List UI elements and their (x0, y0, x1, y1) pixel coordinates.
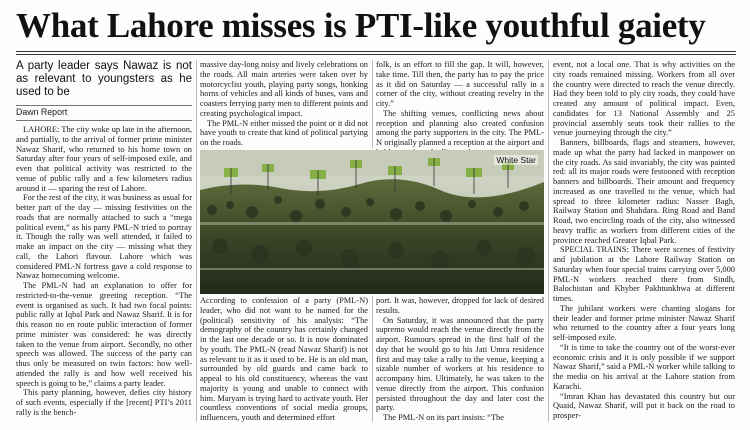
crowd-image (200, 150, 544, 294)
paragraph: “It is time to take the country out of the worst-ever economic crisis and it is only possible if we support Nawaz Sharif,” said a PML-N worker while talking to the media on his arrival at the Lahore station from Karachi. (553, 342, 735, 391)
paragraph: The PML-N either missed the point or it did not have youth to create that kind of political partying on the roads. (200, 118, 368, 147)
headline: What Lahore misses is PTI-like youthful gaiety (16, 6, 706, 45)
paragraph: event, not a local one. That is why activities on the city roads remained missing. Workers from all over the country were directed to reach the venue directly. Had they been told to ply city roads, they could have created any amount of political impact. Even, candidates for 13 National Assembly and 25 provincial assembly seats took their rallies to the venue journeying through the city.” (553, 60, 735, 138)
column-3-bottom (376, 296, 544, 422)
paragraph: The jubilant workers were chanting slogans for their leader and former prime minister Nawaz Sharif who returned to the country after a four years long self-imposed exile. (553, 303, 735, 342)
column-divider (196, 60, 197, 422)
paragraph: The shifting venues, conflicting news about reception and planning also created confusion among the party supporters in the city. The PML-N originally planned a reception at the airport and (376, 108, 544, 147)
headline-rule-top (16, 51, 736, 52)
paragraph: The PML-N on its part insists: “The (383, 413, 504, 422)
paragraph: LAHORE: The city woke up late in the afternoon, and partially, to the arrival of former prime minister Nawaz Sharif, who returned to his home town on Saturday after four years of self-imposed exile, and even that political activity was restricted to the venue of public rally and a few kilometers radius around it — sparing the rest of Lahore. (16, 125, 192, 193)
column-divider (548, 60, 549, 422)
column-2-top (200, 60, 368, 148)
rally-photo (200, 150, 544, 294)
column-divider (372, 296, 373, 422)
article-deck: A party leader says Nawaz is not as relevant to youngsters as he used to be (16, 60, 192, 98)
photo-credit: White Star (496, 155, 536, 165)
column-1 (16, 60, 192, 424)
column-2-bottom (200, 296, 368, 422)
paragraph: massive day-long noisy and lively celebrations on the roads. All main arteries were taken over by motorcyclist youth, playing party songs, honking horns of vehicles and all kinds of buses, vans and coasters ferrying party men to different points and creating psychological impact. (200, 60, 368, 118)
paragraph: SPECIAL TRAINS: There were scenes of festivity and jubilation at the Lahore Railway Station on Saturday when four special trains carrying over 5,000 PML-N workers reached there from Sindh, Balochistan and Khyber Pakhtunkhwa at different times. (553, 245, 735, 303)
column-4 (553, 60, 735, 424)
paragraph: On Saturday, it was announced that the party supremo would reach the venue directly from the airport. Rumours spread in the first half of the day that he would go to his Jati Umra residence first and may take a rally to the venue, keeping a sizable number of workers at his residence to accompany him. Ultimately, he was taken to the venue directly from the airport. This confusion persisted throughout the day and later cost the party. (376, 315, 544, 413)
paragraph: For the rest of the city, it was business as usual for better part of the day — missing festivities on the roads that are normally attached to such a “mega political event,” as his party PML-N tried to portray it. Though the rally was well attended, it failed to make an impact on the city — missing what they call, the Lahori flavour. Lahore which was considered PML-N fortress gave a cold response to Nawaz homecoming welcome. (16, 193, 192, 281)
paragraph: This party planning, however, defies city history of such events, especially if the [recent] PTI’s 2011 rally is the bench- (16, 388, 192, 417)
paragraph: According to confession of a party (PML-N) leader, who did not want to be named for the (political) sensitivity of his analysis: “The demography of the country has certainly changed in the last one decade or so. It is now dominated by youth. The PML-N (read Nawaz Sharif) is not as relevant to it as it used to be. He is an old man, surrounded by old guards and came back to appeal to his old constituency, whereas the vast majority is young and unable to connect with him. Maryam is trying hard to activate youth. Her countless conventions of social media groups, influencers, youth and determined effort (200, 296, 368, 422)
column-3-top (376, 60, 544, 148)
paragraph: port. It was, however, dropped for lack of desired results. (376, 296, 544, 315)
paragraph: folk, is an effort to fill the gap. It will, however, take time. Till then, the party has to pay the price as it did on Saturday — a successful rally in a corner of the city, without creating revelry in the city.” (376, 60, 544, 108)
paragraph: “Imran Khan has devastated this country but our Quaid, Nawaz Sharif, will put it back on the road to prosper- (553, 391, 735, 420)
paragraph: Banners, billboards, flags and steamers, however, made up what the party had lacked in manpower on the city roads. As said invariably, the city was painted red: all its major roads were festooned with reception banners and billboards. Their amount and frequency increased as one travelled to the venue, which had spread to three kilometer radius: Nasser Bagh, Railway Station and Shahdara. Ring Road and Band Road, two encircling roads of the city, also witnessed heavy traffic as workers from different cities of the province reached Greater Iqbal Park. (553, 138, 735, 245)
column-divider (372, 60, 373, 148)
byline: Dawn Report (16, 105, 192, 121)
headline-rule-bottom (16, 54, 736, 55)
paragraph: The PML-N had an explanation to offer for restricted-to-the-venue greeting reception. “The event is organised as such. It had two focal points: public rally at Iqbal Park and Nawaz Sharif. It is for this reason no en route public interaction of former prime minister was considered: he was directly taken to the venue from airport. Secondly, no other speech was allowed. The success of the party can thus only be measured on twin factors: how well-attended the rally is and how well received his speech is going to be,” claims a party leader. (16, 281, 192, 388)
